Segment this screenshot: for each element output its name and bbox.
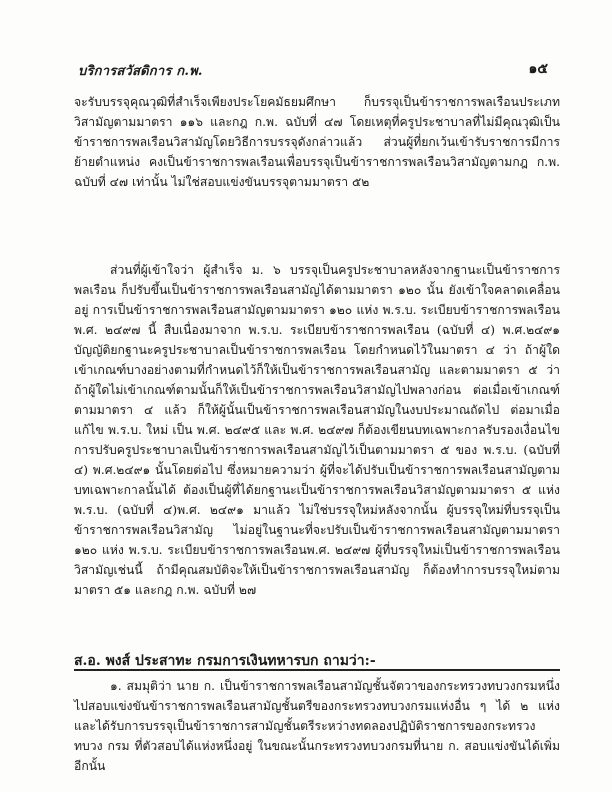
paragraph: จะรับบรรจุคุณวุฒิที่สำเร็จเพียงประโยคมัธยมศึกษา ก็บรรจุเป็นข้าราชการพลเรือนประเภทวิสามัญตามมาตรา ๑๑๖ และกฎ ก.พ. ฉบับที่ ๔๗ โดยเหตุที่ครูประชาบาลที่ไม่มีคุณวุฒิเป็นข้าราชการพลเรือนวิสามัญโดยวิธีการบรรจุดังกล่าวแล้ว ส่วนผู้ที่ยกเว้นเข้ารับราชการมีการย้ายตำแหน่ง คงเป็นข้าราชการพลเรือนเพื่อบรรจุเป็นข้าราชการพลเรือนวิสามัญตามกฎ ก.พ. ฉบับที่ ๔๗ เท่านั้น ไม่ใช่สอบแข่งขันบรรจุตามมาตรา ๕๒ [74, 95, 560, 189]
running-header: บริการสวัสดิการ ก.พ. [78, 64, 203, 79]
paragraph-block-3 [74, 676, 560, 776]
section-heading: ส.อ. พงส์ ประสาทะ กรมการเงินทหารบก ถามว่า:- [74, 653, 376, 669]
paragraph: ส่วนที่ผู้เข้าใจว่า ผู้สำเร็จ ม. ๖ บรรจุเป็นครูประชาบาลหลังจากฐานะเป็นข้าราชการพลเรือน ก็ปรับขึ้นเป็นข้าราชการพลเรือนสามัญได้ตามมาตรา ๑๒๐ นั้น ยังเข้าใจคลาดเคลื่อนอยู่ การเป็นข้าราชการพลเรือนสามัญตามมาตรา ๑๒๐ แห่ง พ.ร.บ. ระเบียบข้าราชการพลเรือน พ.ศ. ๒๔๙๗ นี้ สืบเนื่องมาจาก พ.ร.บ. ระเบียบข้าราชการพลเรือน (ฉบับที่ ๔) พ.ศ.๒๔๙๑ บัญญัติยกฐานะครูประชาบาลเป็นข้าราชการพลเรือน โดยกำหนดไว้ในมาตรา ๔ ว่า ถ้าผู้ใดเข้าเกณฑ์บางอย่างตามที่กำหนดไว้ก็ให้เป็นข้าราชการพลเรือนสามัญ และตามมาตรา ๕ ว่า ถ้าผู้ใดไม่เข้าเกณฑ์ตามนั้นก็ให้เป็นข้าราชการพลเรือนวิสามัญไปพลางก่อน ต่อเมื่อเข้าเกณฑ์ตามมาตรา ๔ แล้ว ก็ให้ผู้นั้นเป็นข้าราชการพลเรือนสามัญในงบประมาณถัดไป ต่อมาเมื่อแก้ไข พ.ร.บ. ใหม่ เป็น พ.ศ. ๒๔๙๕ และ พ.ศ. ๒๔๙๗ ก็ต้องเขียนบทเฉพาะกาลรับรองเงื่อนไขการปรับครูประชาบาลเป็นข้าราชการพลเรือนสามัญไว้เป็นตามมาตรา ๕ ของ พ.ร.บ. (ฉบับที่ ๔) พ.ศ.๒๔๙๑ นั้นโดยต่อไป ซึ่งหมายความว่า ผู้ที่จะได้ปรับเป็นข้าราชการพลเรือนสามัญตามบทเฉพาะกาลนั้นได้ ต้องเป็นผู้ที่ได้ยกฐานะเป็นข้าราชการพลเรือนวิสามัญตามมาตรา ๕ แห่ง พ.ร.บ. (ฉบับที่ ๔)พ.ศ. ๒๔๙๑ มาแล้ว ไม่ใช่บรรจุใหม่หลังจากนั้น ผู้บรรจุใหม่ที่บรรจุเป็นข้าราชการพลเรือนวิสามัญ ไม่อยู่ในฐานะที่จะปรับเป็นข้าราชการพลเรือนสามัญตามมาตรา ๑๒๐ แห่ง พ.ร.บ. ระเบียบข้าราชการพลเรือนพ.ศ. ๒๔๙๗ ผู้ที่บรรจุใหม่เป็นข้าราชการพลเรือนวิสามัญเช่นนี้ ถ้ามีคุณสมบัติจะให้เป็นข้าราชการพลเรือนสามัญ ก็ต้องทำการบรรจุใหม่ตามมาตรา ๕๑ และกฎ ก.พ. ฉบับที่ ๒๗ [74, 263, 560, 597]
paragraph: ๑. สมมุติว่า นาย ก. เป็นข้าราชการพลเรือนสามัญชั้นจัตวาของกระทรวงทบวงกรมหนึ่งไปสอบแข่งขันข้าราชการพลเรือนสามัญชั้นตรีของกระทรวงทบวงกรมแห่งอื่น ๆ ได้ ๒ แห่ง และได้รับการบรรจุเป็นข้าราชการสามัญชั้นตรีระหว่างทดลองปฏิบัติราชการของกระทรวง ทบวง กรม ที่ตัวสอบได้แห่งหนึ่งอยู่ ในขณะนั้นกระทรวงทบวงกรมที่นาย ก. สอบแข่งขันได้เพิ่มอีกนั้น [74, 679, 560, 773]
page-number: ๑๕ [528, 61, 548, 77]
section-divider [74, 669, 560, 671]
paragraph-block-2 [74, 260, 560, 600]
paragraph-block-1 [74, 92, 560, 192]
